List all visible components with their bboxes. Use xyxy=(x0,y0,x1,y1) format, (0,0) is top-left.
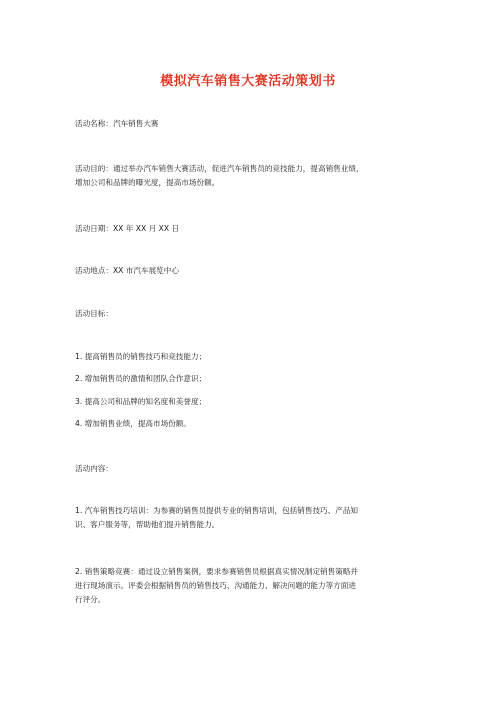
goal-item-2: 2. 增加销售员的激情和团队合作意识； xyxy=(75,374,207,383)
activity-purpose-line-1: 活动目的：通过举办汽车销售大赛活动，促进汽车销售员的竞技能力，提高销售业绩， xyxy=(75,164,364,173)
content-item-2-line-3: 行评分。 xyxy=(75,595,106,604)
content-item-2-line-1: 2. 销售策略竞赛：通过设立销售案例，要求参赛销售员根据真实情况制定销售策略并 xyxy=(75,567,359,576)
content-item-2-line-2: 进行现场演示。评委会根据销售员的销售技巧、沟通能力、解决问题的能力等方面进 xyxy=(75,581,356,590)
goal-item-4: 4. 增加销售业绩，提高市场份额。 xyxy=(75,419,191,428)
activity-location: 活动地点：XX 市汽车展览中心 xyxy=(75,266,179,275)
content-heading: 活动内容： xyxy=(75,464,113,473)
activity-name: 活动名称：汽车销售大赛 xyxy=(75,119,159,128)
goals-heading: 活动目标： xyxy=(75,309,113,318)
content-item-1-line-1: 1. 汽车销售技巧培训：为参赛的销售员提供专业的销售培训，包括销售技巧、产品知 xyxy=(75,506,359,515)
activity-purpose-line-2: 增加公司和品牌的曝光度，提高市场份额。 xyxy=(75,178,220,187)
content-item-1-line-2: 识、客户服务等，帮助他们提升销售能力。 xyxy=(75,520,220,529)
goal-item-3: 3. 提高公司和品牌的知名度和美誉度； xyxy=(75,397,207,406)
activity-date: 活动日期：XX 年 XX 月 XX 日 xyxy=(75,224,180,233)
goal-item-1: 1. 提高销售员的销售技巧和竞技能力； xyxy=(75,352,207,361)
document-title: 模拟汽车销售大赛活动策划书 xyxy=(160,74,336,89)
